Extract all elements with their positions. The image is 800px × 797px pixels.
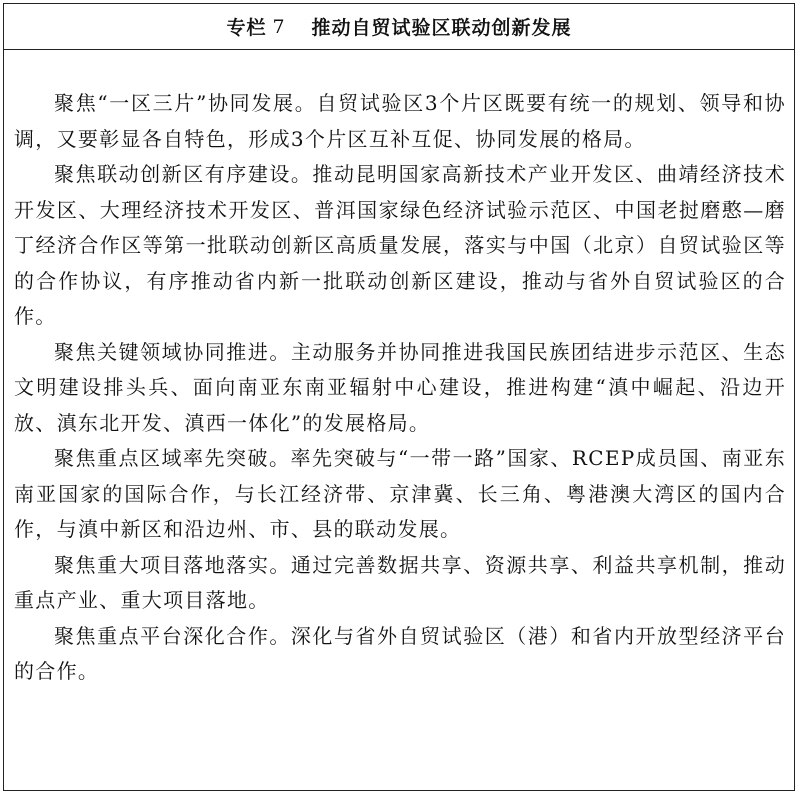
- column-prefix: 专栏: [226, 17, 267, 39]
- paragraph-major-projects: 聚焦重大项目落地落实。通过完善数据共享、资源共享、利益共享机制，推动重点产业、重大项目落地。: [14, 552, 786, 612]
- paragraph-one-zone-three-areas: 聚焦“一区三片”协同发展。自贸试验区3个片区既要有统一的规划、领导和协调，又要彰显各自特色，形成3个片区互补互促、协同发展的格局。: [14, 91, 786, 151]
- column-body: [14, 86, 786, 690]
- paragraph-key-platforms: 聚焦重点平台深化合作。深化与省外自贸试验区（港）和省内开放型经济平台的合作。: [14, 623, 786, 683]
- paragraph-key-regions: 聚焦重点区域率先突破。率先突破与“一带一路”国家、RCEP成员国、南亚东南亚国家的国际合作，与长江经济带、京津冀、长三角、粤港澳大湾区的国内合作，与滇中新区和沿边州、市、县的联动发展。: [14, 446, 786, 541]
- paragraph-key-fields: 聚焦关键领域协同推进。主动服务并协同推进我国民族团结进步示范区、生态文明建设排头兵、面向南亚东南亚辐射中心建设，推进构建“滇中崛起、沿边开放、滇东北开发、滇西一体化”的发展格局。: [14, 339, 786, 435]
- column-number: 7: [272, 15, 286, 38]
- column-header: [4, 4, 794, 50]
- column-title: 推动自贸试验区联动创新发展: [311, 17, 572, 39]
- column-box: [3, 3, 795, 791]
- paragraph-linked-innovation-zones: 聚焦联动创新区有序建设。推动昆明国家高新技术产业开发区、曲靖经济技术开发区、大理经济技术开发区、普洱国家绿色经济试验示范区、中国老挝磨憨—磨丁经济合作区等第一批联动创新区高质量发展，落实与中国（北京）自贸试验区等的合作协议，有序推动省内新一批联动创新区建设，推动与省外自贸试验区的合作。: [14, 162, 786, 328]
